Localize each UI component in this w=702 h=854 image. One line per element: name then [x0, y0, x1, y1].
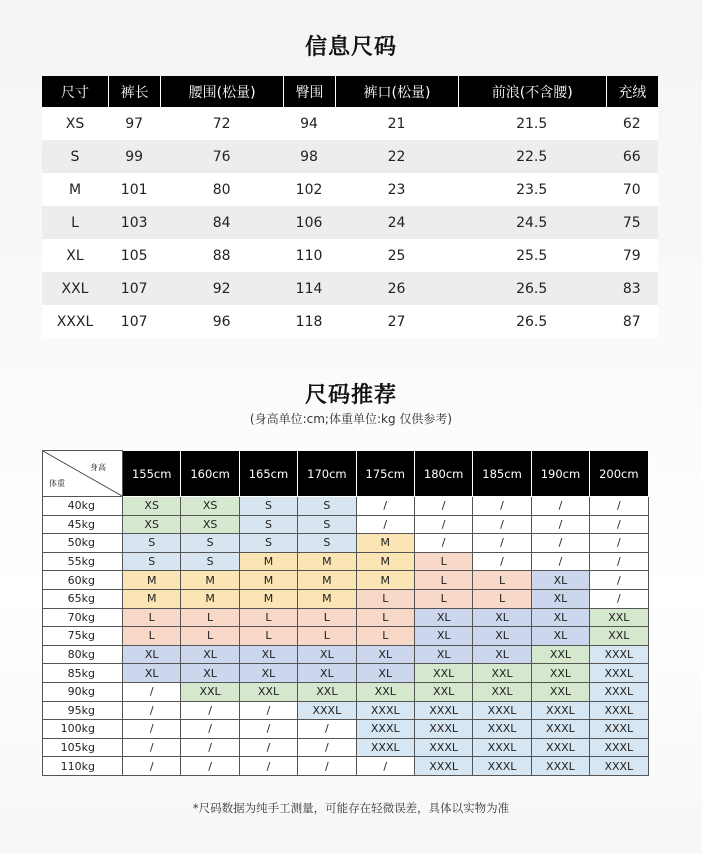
height-header-cell: 200cm — [590, 451, 648, 497]
table-row — [43, 589, 649, 608]
measurement-cell: 96 — [160, 305, 283, 338]
recommend-size-cell: / — [590, 589, 648, 608]
measurement-cell: 26 — [335, 272, 458, 305]
recommend-size-cell: XXL — [181, 682, 239, 701]
recommend-size-cell: XXXL — [590, 738, 648, 757]
recommend-size-cell: XXXL — [531, 757, 589, 776]
recommend-size-cell: / — [590, 534, 648, 553]
recommend-size-cell: XXL — [590, 627, 648, 646]
recommend-size-cell: / — [239, 757, 297, 776]
recommend-size-cell: M — [123, 571, 181, 590]
recommend-size-cell: S — [239, 515, 297, 534]
table-row — [43, 534, 649, 553]
recommend-size-cell: XL — [531, 571, 589, 590]
corner-weight-label: 体重 — [49, 479, 65, 488]
recommend-size-cell: XXXL — [473, 720, 531, 739]
measurement-cell: 105 — [108, 239, 160, 272]
recommend-size-cell: / — [356, 497, 414, 516]
recommend-size-cell: M — [181, 571, 239, 590]
recommend-size-cell: XL — [181, 645, 239, 664]
table-row — [42, 272, 658, 305]
recommend-size-cell: XXXL — [590, 664, 648, 683]
table-row — [42, 206, 658, 239]
measurement-cell: 87 — [606, 305, 658, 338]
recommend-size-cell: L — [414, 589, 472, 608]
measurement-cell: 24.5 — [458, 206, 606, 239]
recommend-body — [43, 497, 649, 776]
recommend-size-cell: XXXL — [414, 720, 472, 739]
info-header-cell: 裤长 — [108, 76, 160, 107]
recommend-size-cell: XXXL — [298, 701, 356, 720]
measurement-cell: 22 — [335, 140, 458, 173]
recommend-size-cell: L — [414, 552, 472, 571]
measurement-cell: 62 — [606, 107, 658, 140]
height-header-cell: 190cm — [531, 451, 589, 497]
weight-label-cell: 100kg — [43, 720, 123, 739]
recommend-size-cell: XL — [356, 645, 414, 664]
recommend-size-cell: L — [123, 608, 181, 627]
table-row — [42, 305, 658, 338]
measurement-cell: 22.5 — [458, 140, 606, 173]
recommend-size-cell: M — [239, 571, 297, 590]
measurement-cell: 88 — [160, 239, 283, 272]
weight-label-cell: 65kg — [43, 589, 123, 608]
recommend-size-cell: / — [239, 701, 297, 720]
weight-label-cell: 55kg — [43, 552, 123, 571]
weight-label-cell: 90kg — [43, 682, 123, 701]
recommend-size-cell: XL — [473, 608, 531, 627]
recommend-size-cell: XXXL — [531, 720, 589, 739]
recommend-size-cell: XXXL — [356, 701, 414, 720]
size-info-body — [42, 107, 658, 338]
measurement-cell: 107 — [108, 305, 160, 338]
recommend-size-cell: L — [356, 627, 414, 646]
measurement-cell: 25 — [335, 239, 458, 272]
measurement-cell: 26.5 — [458, 305, 606, 338]
recommend-size-cell: XXL — [531, 664, 589, 683]
recommend-size-cell: XXXL — [414, 757, 472, 776]
measurement-cell: 83 — [606, 272, 658, 305]
recommend-size-cell: XL — [414, 645, 472, 664]
recommend-size-cell: / — [123, 757, 181, 776]
measurement-cell: 24 — [335, 206, 458, 239]
weight-label-cell: 80kg — [43, 645, 123, 664]
measurement-cell: 26.5 — [458, 272, 606, 305]
recommend-size-cell: S — [298, 515, 356, 534]
recommend-size-cell: S — [298, 497, 356, 516]
recommend-size-cell: S — [239, 497, 297, 516]
table-row — [43, 608, 649, 627]
info-header-cell: 前浪(不含腰) — [458, 76, 606, 107]
height-header-cell: 160cm — [181, 451, 239, 497]
recommend-size-cell: / — [531, 552, 589, 571]
recommend-size-cell: XL — [531, 589, 589, 608]
table-row — [43, 515, 649, 534]
recommend-size-cell: XXXL — [414, 738, 472, 757]
recommend-size-cell: / — [590, 497, 648, 516]
measurement-cell: 27 — [335, 305, 458, 338]
height-header-cell: 165cm — [239, 451, 297, 497]
height-header-cell: 180cm — [414, 451, 472, 497]
recommend-size-cell: XL — [473, 627, 531, 646]
recommend-title: 尺码推荐 — [304, 383, 397, 408]
recommend-size-cell: / — [181, 757, 239, 776]
measurement-cell: 21.5 — [458, 107, 606, 140]
recommend-size-cell: / — [473, 497, 531, 516]
recommend-size-cell: M — [298, 571, 356, 590]
recommend-size-cell: XXXL — [356, 720, 414, 739]
measurement-cell: 75 — [606, 206, 658, 239]
recommend-size-cell: / — [531, 515, 589, 534]
recommend-size-cell: L — [473, 589, 531, 608]
size-info-table — [42, 76, 658, 338]
weight-label-cell: 75kg — [43, 627, 123, 646]
recommend-size-cell: S — [123, 534, 181, 553]
measurement-cell: 101 — [108, 173, 160, 206]
table-row — [42, 107, 658, 140]
table-row — [43, 497, 649, 516]
recommend-subtitle: (身高单位:cm;体重单位:kg 仅供参考) — [249, 412, 453, 426]
footnote: *尺码数据为纯手工测量，可能存在轻微误差，具体以实物为准 — [192, 801, 510, 815]
recommend-header-row — [43, 451, 649, 497]
recommend-size-cell: S — [123, 552, 181, 571]
recommend-size-cell: L — [181, 608, 239, 627]
recommend-size-cell: / — [123, 682, 181, 701]
recommend-size-cell: M — [356, 571, 414, 590]
recommend-size-cell: L — [473, 571, 531, 590]
recommend-size-cell: XXL — [531, 682, 589, 701]
size-label-cell: XL — [42, 239, 108, 272]
recommend-size-cell: S — [239, 534, 297, 553]
measurement-cell: 72 — [160, 107, 283, 140]
recommend-size-cell: XXL — [356, 682, 414, 701]
measurement-cell: 94 — [283, 107, 335, 140]
size-label-cell: XXL — [42, 272, 108, 305]
measurement-cell: 107 — [108, 272, 160, 305]
recommend-size-cell: M — [356, 552, 414, 571]
recommend-size-cell: / — [298, 738, 356, 757]
table-row — [43, 757, 649, 776]
recommend-size-cell: XL — [356, 664, 414, 683]
recommend-size-cell: XXL — [473, 664, 531, 683]
measurement-cell: 114 — [283, 272, 335, 305]
recommend-size-cell: XXXL — [590, 701, 648, 720]
recommend-size-cell: XL — [239, 645, 297, 664]
recommend-size-cell: XXXL — [590, 757, 648, 776]
measurement-cell: 103 — [108, 206, 160, 239]
recommend-size-cell: / — [414, 497, 472, 516]
size-label-cell: XS — [42, 107, 108, 140]
measurement-cell: 92 — [160, 272, 283, 305]
recommend-size-cell: XXXL — [590, 645, 648, 664]
recommend-size-cell: / — [414, 534, 472, 553]
weight-label-cell: 95kg — [43, 701, 123, 720]
recommend-size-cell: / — [590, 552, 648, 571]
info-header-cell: 充绒 — [606, 76, 658, 107]
table-row — [43, 645, 649, 664]
measurement-cell: 98 — [283, 140, 335, 173]
recommend-size-cell: L — [239, 608, 297, 627]
recommend-size-cell: XXXL — [531, 701, 589, 720]
table-row — [42, 140, 658, 173]
weight-label-cell: 105kg — [43, 738, 123, 757]
recommend-size-cell: L — [239, 627, 297, 646]
recommend-size-cell: L — [356, 589, 414, 608]
size-label-cell: XXXL — [42, 305, 108, 338]
recommend-size-cell: M — [239, 589, 297, 608]
recommend-size-cell: XXXL — [531, 738, 589, 757]
info-title: 信息尺码 — [304, 35, 397, 60]
recommend-size-cell: L — [123, 627, 181, 646]
measurement-cell: 97 — [108, 107, 160, 140]
measurement-cell: 99 — [108, 140, 160, 173]
recommend-size-cell: XXXL — [473, 738, 531, 757]
recommend-size-cell: / — [123, 720, 181, 739]
corner-height-label: 身高 — [90, 463, 106, 472]
measurement-cell: 23 — [335, 173, 458, 206]
recommend-size-cell: XXXL — [590, 720, 648, 739]
recommend-size-cell: M — [181, 589, 239, 608]
table-row — [43, 627, 649, 646]
measurement-cell: 79 — [606, 239, 658, 272]
table-corner-cell — [43, 451, 123, 497]
weight-label-cell: 85kg — [43, 664, 123, 683]
recommend-size-cell: M — [123, 589, 181, 608]
recommend-size-cell: XL — [239, 664, 297, 683]
height-header-cell: 155cm — [123, 451, 181, 497]
measurement-cell: 102 — [283, 173, 335, 206]
recommend-size-cell: XL — [181, 664, 239, 683]
recommend-size-cell: / — [239, 738, 297, 757]
recommend-size-cell: XL — [414, 608, 472, 627]
recommend-size-cell: XL — [123, 645, 181, 664]
corner-diagonal — [43, 451, 122, 496]
size-recommend-table — [42, 450, 649, 776]
table-row — [42, 239, 658, 272]
recommend-size-cell: XXXL — [590, 682, 648, 701]
recommend-size-cell: / — [181, 738, 239, 757]
recommend-size-cell: L — [414, 571, 472, 590]
weight-label-cell: 50kg — [43, 534, 123, 553]
recommend-size-cell: / — [181, 720, 239, 739]
measurement-cell: 23.5 — [458, 173, 606, 206]
recommend-size-cell: XXL — [414, 664, 472, 683]
recommend-size-cell: / — [123, 738, 181, 757]
recommend-size-cell: / — [123, 701, 181, 720]
recommend-size-cell: L — [356, 608, 414, 627]
measurement-cell: 25.5 — [458, 239, 606, 272]
measurement-cell: 118 — [283, 305, 335, 338]
recommend-size-cell: XXL — [298, 682, 356, 701]
info-header-cell: 裤口(松量) — [335, 76, 458, 107]
recommend-size-cell: XL — [531, 627, 589, 646]
recommend-size-cell: XXL — [239, 682, 297, 701]
measurement-cell: 110 — [283, 239, 335, 272]
height-header-cell: 185cm — [473, 451, 531, 497]
size-label-cell: L — [42, 206, 108, 239]
recommend-size-cell: XXL — [473, 682, 531, 701]
table-row — [43, 701, 649, 720]
measurement-cell: 21 — [335, 107, 458, 140]
table-row — [43, 682, 649, 701]
recommend-size-cell: XS — [123, 515, 181, 534]
measurement-cell: 106 — [283, 206, 335, 239]
measurement-cell: 66 — [606, 140, 658, 173]
recommend-size-cell: / — [473, 534, 531, 553]
recommend-size-cell: XXXL — [473, 757, 531, 776]
recommend-size-cell: XS — [123, 497, 181, 516]
recommend-size-cell: XL — [531, 608, 589, 627]
measurement-cell: 76 — [160, 140, 283, 173]
table-row — [43, 664, 649, 683]
recommend-size-cell: M — [356, 534, 414, 553]
weight-label-cell: 70kg — [43, 608, 123, 627]
recommend-size-cell: XXL — [414, 682, 472, 701]
recommend-size-cell: XXXL — [356, 738, 414, 757]
info-header-cell: 尺寸 — [42, 76, 108, 107]
size-label-cell: M — [42, 173, 108, 206]
recommend-size-cell: / — [531, 497, 589, 516]
measurement-cell: 84 — [160, 206, 283, 239]
measurement-cell: 70 — [606, 173, 658, 206]
recommend-size-cell: XL — [298, 664, 356, 683]
recommend-size-cell: L — [298, 627, 356, 646]
recommend-size-cell: M — [239, 552, 297, 571]
recommend-size-cell: / — [590, 571, 648, 590]
recommend-size-cell: XL — [298, 645, 356, 664]
recommend-size-cell: S — [181, 552, 239, 571]
recommend-size-cell: XS — [181, 497, 239, 516]
info-header-cell: 臀围 — [283, 76, 335, 107]
size-label-cell: S — [42, 140, 108, 173]
recommend-size-cell: / — [298, 720, 356, 739]
measurement-cell: 80 — [160, 173, 283, 206]
recommend-size-cell: L — [181, 627, 239, 646]
recommend-size-cell: / — [473, 552, 531, 571]
recommend-size-cell: XXXL — [473, 701, 531, 720]
recommend-size-cell: / — [414, 515, 472, 534]
recommend-size-cell: / — [181, 701, 239, 720]
recommend-size-cell: XL — [473, 645, 531, 664]
recommend-size-cell: / — [239, 720, 297, 739]
table-row — [43, 738, 649, 757]
recommend-size-cell: M — [298, 589, 356, 608]
height-header-cell: 170cm — [298, 451, 356, 497]
recommend-size-cell: L — [298, 608, 356, 627]
recommend-size-cell: / — [590, 515, 648, 534]
recommend-size-cell: XXL — [590, 608, 648, 627]
info-header-cell: 腰围(松量) — [160, 76, 283, 107]
height-header-cell: 175cm — [356, 451, 414, 497]
recommend-size-cell: XXXL — [414, 701, 472, 720]
recommend-size-cell: M — [298, 552, 356, 571]
weight-label-cell: 60kg — [43, 571, 123, 590]
recommend-size-cell: / — [531, 534, 589, 553]
table-row — [42, 173, 658, 206]
weight-label-cell: 45kg — [43, 515, 123, 534]
recommend-size-cell: XL — [414, 627, 472, 646]
table-row — [43, 720, 649, 739]
recommend-size-cell: S — [298, 534, 356, 553]
weight-label-cell: 110kg — [43, 757, 123, 776]
recommend-size-cell: XL — [123, 664, 181, 683]
table-row — [43, 571, 649, 590]
table-row — [43, 552, 649, 571]
weight-label-cell: 40kg — [43, 497, 123, 516]
recommend-size-cell: XS — [181, 515, 239, 534]
recommend-size-cell: XXL — [531, 645, 589, 664]
recommend-size-cell: / — [473, 515, 531, 534]
size-info-header-row — [42, 76, 658, 107]
recommend-size-cell: / — [356, 515, 414, 534]
recommend-size-cell: / — [356, 757, 414, 776]
recommend-size-cell: S — [181, 534, 239, 553]
recommend-size-cell: / — [298, 757, 356, 776]
